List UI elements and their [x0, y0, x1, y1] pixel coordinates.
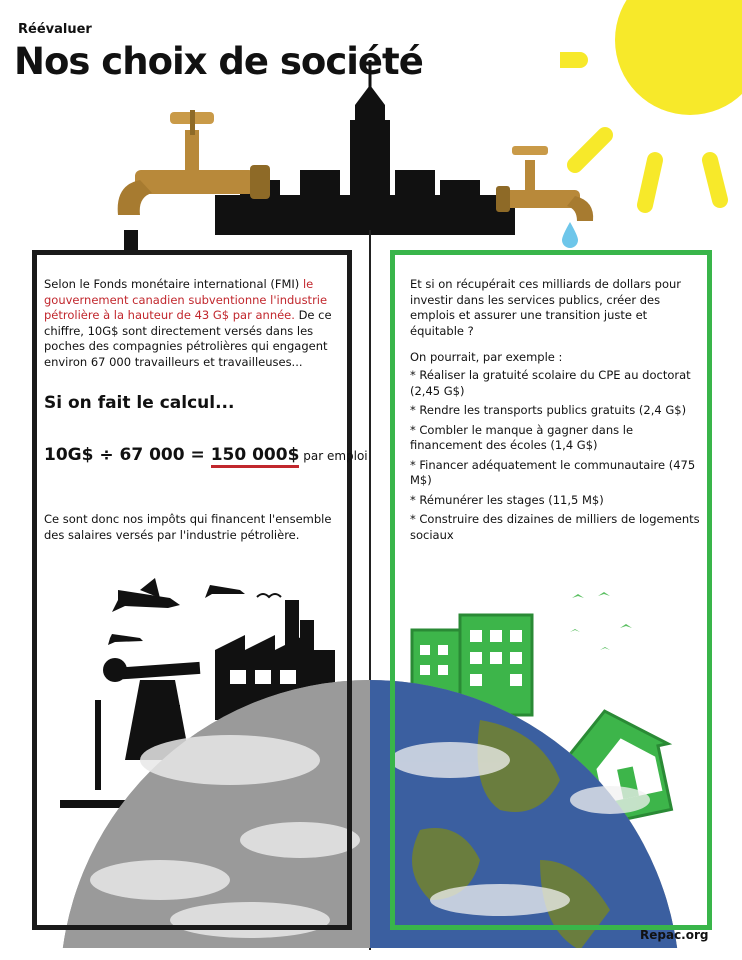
- proposal-list: [410, 368, 705, 547]
- page-subtitle: Réévaluer: [18, 22, 92, 37]
- list-item: * Financer adéquatement le communautaire (475 M$): [410, 457, 696, 487]
- left-intro-highlight: le gouvernement canadien subventionne l'industrie pétrolière à la hauteur de 43 G$ par année.: [44, 277, 328, 322]
- calc-result: 150 000$: [211, 445, 300, 468]
- calc-formula: [44, 445, 368, 465]
- page-title: Nos choix de société: [14, 40, 423, 83]
- calc-heading: Si on fait le calcul...: [44, 393, 235, 413]
- parliament-icon: [215, 60, 515, 235]
- credit-link[interactable]: Repac.org: [640, 928, 709, 942]
- left-intro-prefix: Selon le Fonds monétaire international (FMI): [44, 277, 303, 291]
- water-drop-icon: [562, 222, 578, 248]
- calc-left: 10G$ ÷ 67 000: [44, 445, 185, 465]
- list-item: * Rémunérer les stages (11,5 M$): [410, 492, 604, 507]
- list-item: * Rendre les transports publics gratuits (2,4 G$): [410, 403, 687, 417]
- left-intro-text: [44, 277, 334, 370]
- left-intro-suffix: De ce chiffre, 10G$ sont directement versés dans les poches des compagnies pétrolières qui engagent environ 67 000 travailleurs et travailleuses...: [44, 308, 332, 369]
- list-item: * Combler le manque à gagner dans le financement des écoles (1,4 G$): [410, 422, 634, 452]
- calc-unit: par emploi: [299, 449, 368, 463]
- left-conclusion-text: Ce sont donc nos impôts qui financent l'ensemble des salaires versés par l'industrie pétrolière.: [44, 512, 332, 542]
- calc-equals: =: [184, 445, 211, 465]
- list-item: * Construire des dizaines de milliers de logements sociaux: [410, 512, 700, 542]
- right-intro-text: Et si on récupérait ces milliards de dollars pour investir dans les services publics, créer des emplois et assurer une transition juste et équitable ?: [410, 277, 682, 338]
- right-lead-text: On pourrait, par exemple :: [410, 350, 563, 364]
- list-item: * Réaliser la gratuité scolaire du CPE au doctorat (2,45 G$): [410, 368, 691, 398]
